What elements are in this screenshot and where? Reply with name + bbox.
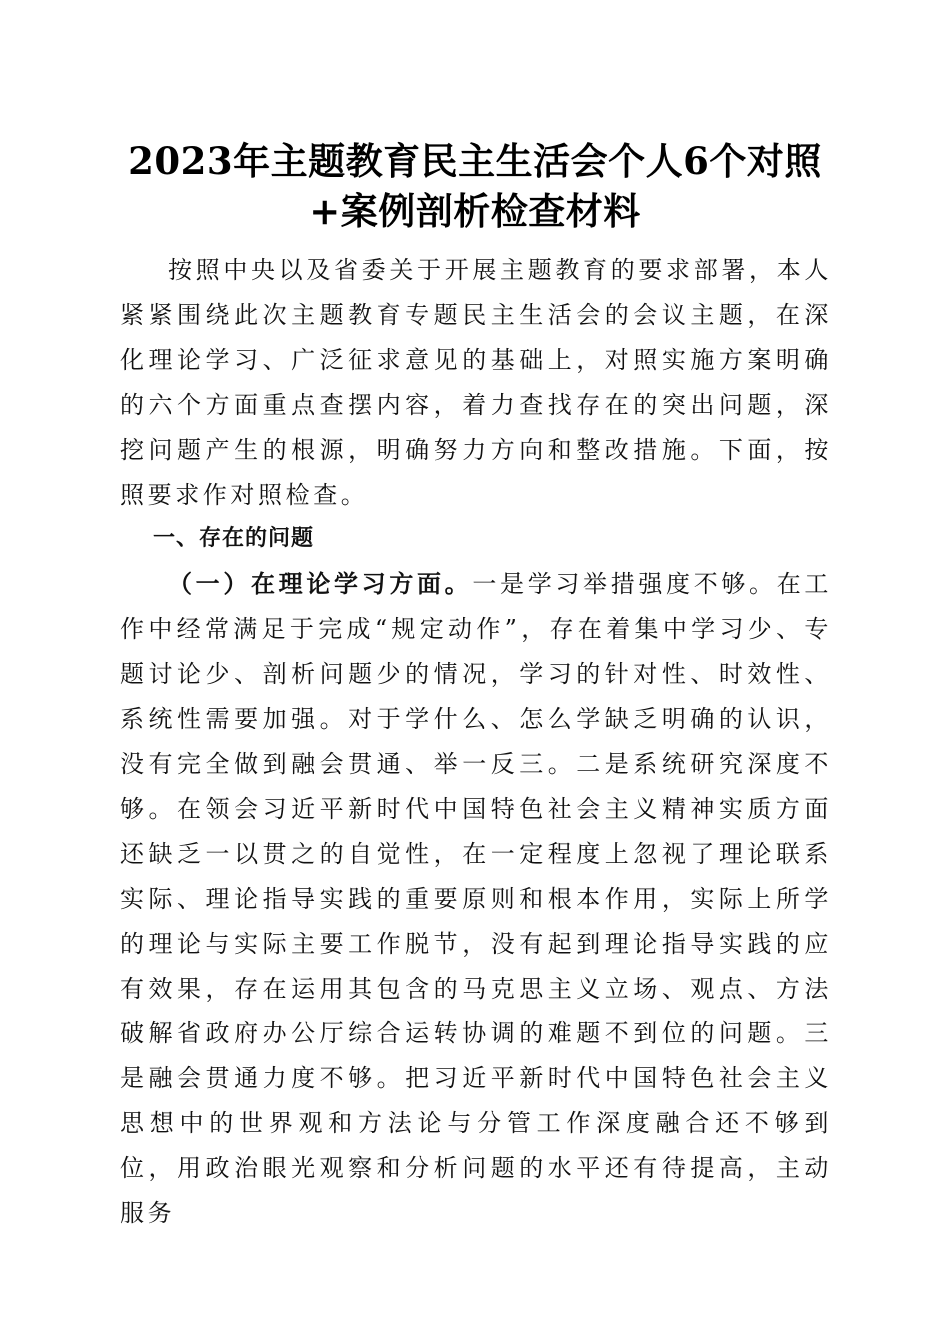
subsection-text-theory-study: 一是学习举措强度不够。在工作中经常满足于完成“规定动作”，存在着集中学习少、专题讨论少、剖析问题少的情况，学习的针对性、时效性、系统性需要加强。对于学什么、怎么学缺乏明确的认识，没有完全做到融会贯通、举一反三。二是系统研究深度不够。在领会习近平新时代中国特色社会主义精神实质方面还缺乏一以贯之的自觉性，在一定程度上忽视了理论联系实际、理论指导实践的重要原则和根本作用，实际上所学的理论与实际主要工作脱节，没有起到理论指导实践的应有效果，存在运用其包含的马克思主义立场、观点、方法破解省政府办公厅综合运转协调的难题不到位的问题。三是融会贯通力度不够。把习近平新时代中国特色社会主义思想中的世界观和方法论与分管工作深度融合还不够到位，用政治眼光观察和分析问题的水平还有待提高，主动服务 xyxy=(120,570,832,1228)
theory-study-paragraph xyxy=(120,562,832,1236)
section-heading-problems: 一、存在的问题 xyxy=(153,526,315,552)
intro-paragraph: 按照中央以及省委关于开展主题教育的要求部署，本人紧紧围绕此次主题教育专题民主生活会的会议主题，在深化理论学习、广泛征求意见的基础上，对照实施方案明确的六个方面重点查摆内容，着力查找存在的突出问题，深挖问题产生的根源，明确努力方向和整改措施。下面，按照要求作对照检查。 xyxy=(120,256,832,509)
document-title: 2023年主题教育民主生活会个人6个对照+案例剖析检查材料 xyxy=(128,139,822,233)
subsection-heading-theory-study: （一）在理论学习方面。 xyxy=(168,569,473,599)
document-body xyxy=(120,248,832,1236)
